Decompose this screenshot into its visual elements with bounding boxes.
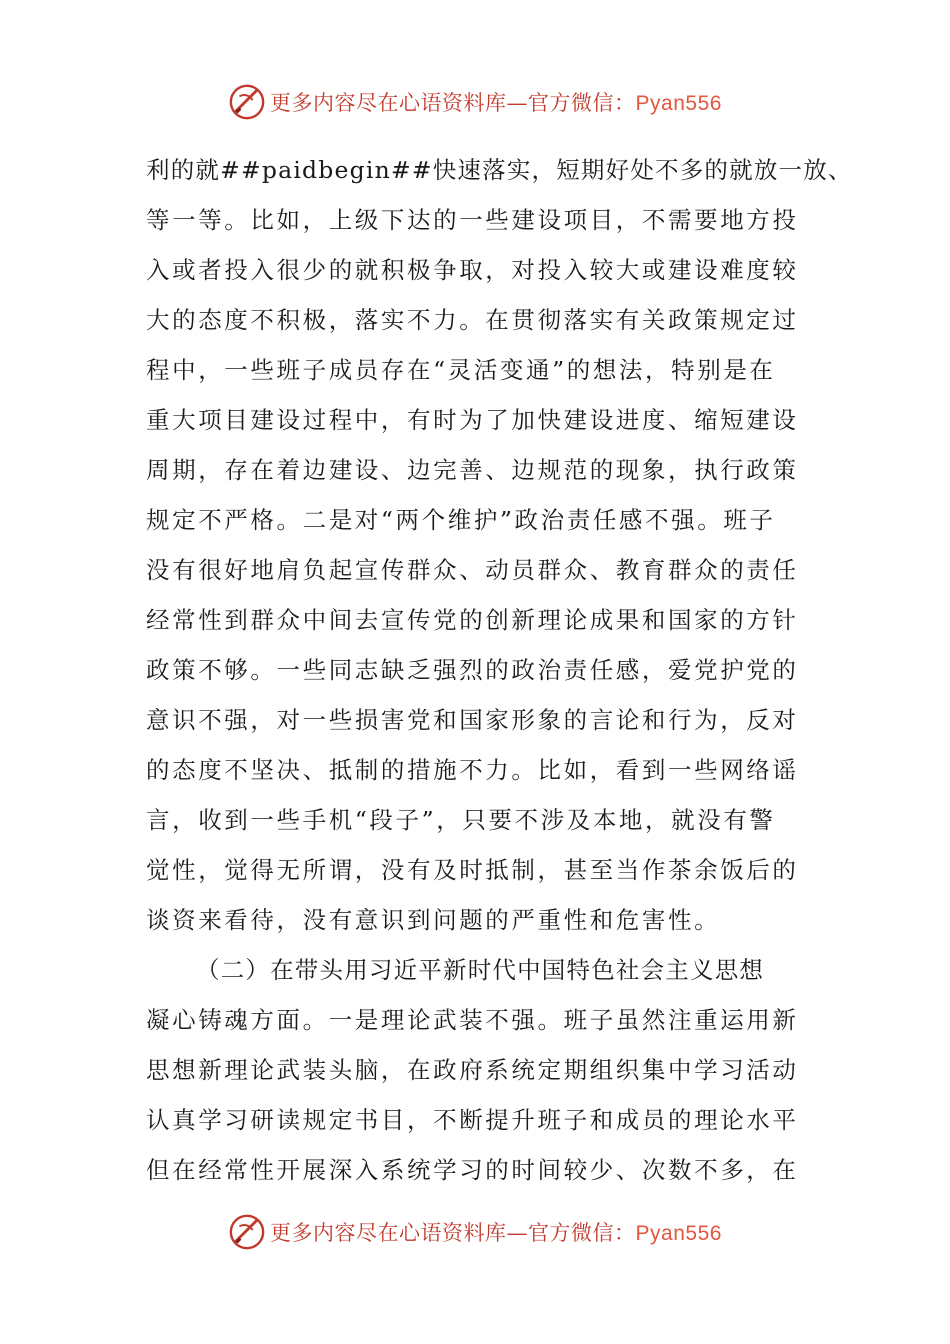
text-line: 利的就##paidbegin##快速落实，短期好处不多的就放一放、 bbox=[146, 156, 853, 184]
text-line: 但在经常性开展深入系统学习的时间较少、次数不多，在 bbox=[146, 1156, 799, 1184]
text-line: 重大项目建设过程中，有时为了加快建设进度、缩短建设 bbox=[146, 406, 799, 434]
text-line: 意识不强，对一些损害党和国家形象的言论和行为，反对 bbox=[146, 706, 799, 734]
text-line: 入或者投入很少的就积极争取，对投入较大或建设难度较 bbox=[146, 256, 799, 284]
banner-caption: 更多内容尽在心语资料库—官方微信： bbox=[270, 91, 636, 115]
text-line: 言，收到一些手机“段子”，只要不涉及本地，就没有警 bbox=[146, 806, 776, 834]
pen-seal-icon bbox=[228, 1213, 266, 1251]
wechat-id: Pyan556 bbox=[635, 1222, 722, 1245]
document-body bbox=[146, 145, 853, 1195]
text-line: 谈资来看待，没有意识到问题的严重性和危害性。 bbox=[146, 906, 721, 934]
banner-caption: 更多内容尽在心语资料库—官方微信： bbox=[270, 1221, 636, 1245]
text-line: 大的态度不积极，落实不力。在贯彻落实有关政策规定过 bbox=[146, 306, 799, 334]
footer-banner bbox=[0, 1212, 950, 1252]
text-line: 周期，存在着边建设、边完善、边规范的现象，执行政策 bbox=[146, 456, 799, 484]
text-line: 经常性到群众中间去宣传党的创新理论成果和国家的方针 bbox=[146, 606, 799, 634]
text-line: 认真学习研读规定书目，不断提升班子和成员的理论水平 bbox=[146, 1106, 799, 1134]
text-line: 规定不严格。二是对“两个维护”政治责任感不强。班子 bbox=[146, 506, 776, 534]
banner-text bbox=[270, 1217, 722, 1247]
text-line: 等一等。比如，上级下达的一些建设项目，不需要地方投 bbox=[146, 206, 799, 234]
text-line: 政策不够。一些同志缺乏强烈的政治责任感，爱党护党的 bbox=[146, 656, 799, 684]
header-banner bbox=[0, 82, 950, 122]
text-line: 的态度不坚决、抵制的措施不力。比如，看到一些网络谣 bbox=[146, 756, 799, 784]
text-line: 凝心铸魂方面。一是理论武装不强。班子虽然注重运用新 bbox=[146, 1006, 799, 1034]
section-heading-line: （二）在带头用习近平新时代中国特色社会主义思想 bbox=[196, 956, 765, 984]
text-line: 程中，一些班子成员存在“灵活变通”的想法，特别是在 bbox=[146, 356, 776, 384]
text-line: 思想新理论武装头脑，在政府系统定期组织集中学习活动 bbox=[146, 1056, 799, 1084]
text-line: 没有很好地肩负起宣传群众、动员群众、教育群众的责任 bbox=[146, 556, 799, 584]
banner-text bbox=[270, 87, 722, 117]
text-line: 觉性，觉得无所谓，没有及时抵制，甚至当作茶余饭后的 bbox=[146, 856, 799, 884]
wechat-id: Pyan556 bbox=[635, 92, 722, 115]
pen-seal-icon bbox=[228, 83, 266, 121]
